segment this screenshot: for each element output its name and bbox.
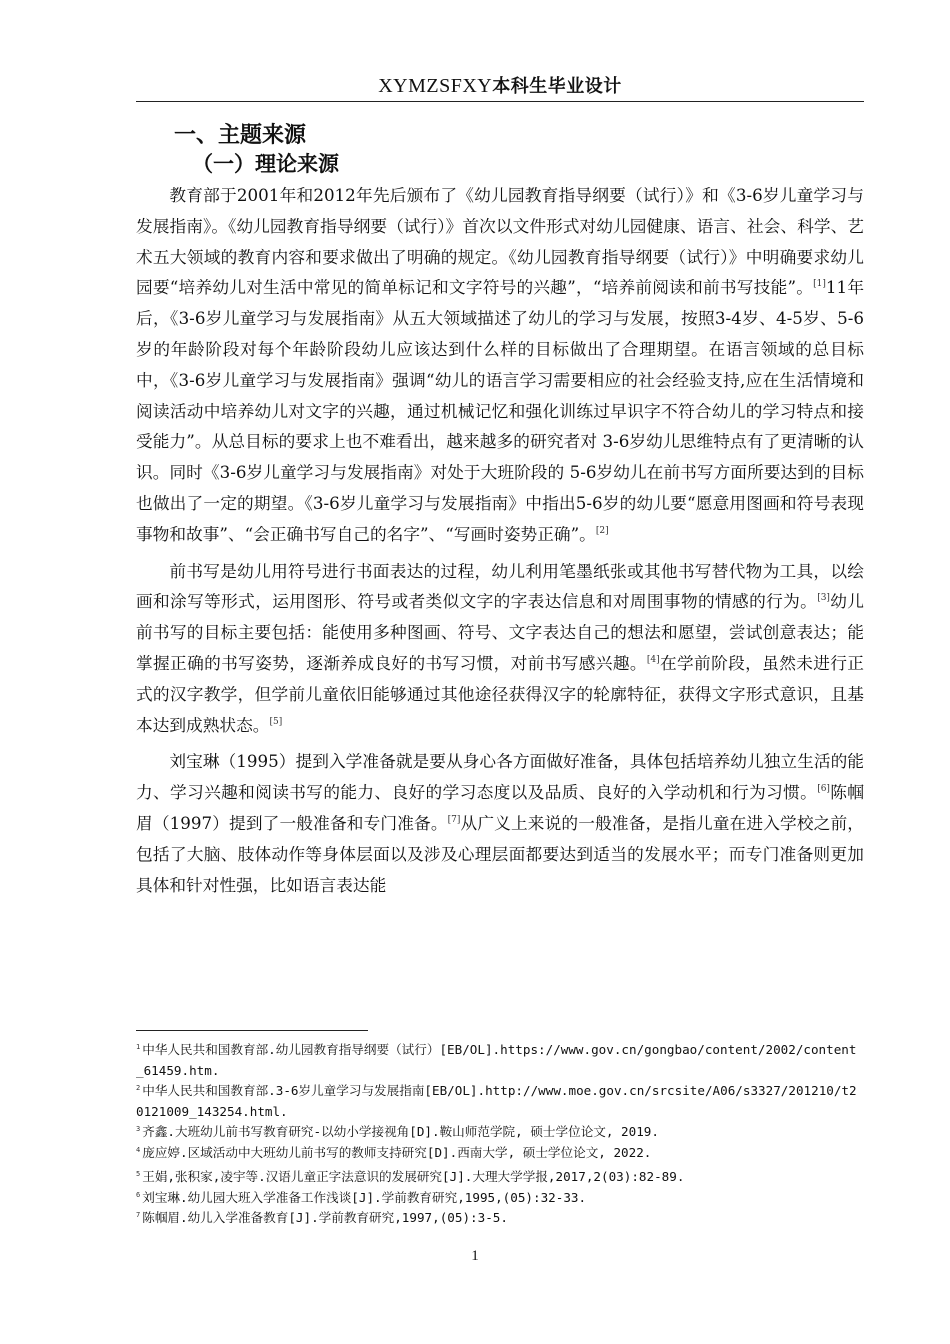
footnote-mark: 5 (136, 1170, 141, 1178)
paragraph-text: 幼儿前书写的目标主要包括：能使用多种图画、符号、文字表达自己的想法和愿望，尝试创意表达；能掌握正确的书写姿势，逐渐养成良好的书写习惯，对前书写感兴趣。 (136, 591, 864, 673)
footnote-rule (136, 1030, 368, 1031)
header-rule (136, 101, 864, 102)
paragraph-text: 11年后，《3-6岁儿童学习与发展指南》从五大领域描述了幼儿的学习与发展，按照3-4岁、4-5岁、5-6岁的年龄阶段对每个年龄阶段幼儿应该达到什么样的目标做出了合理期望。在语言领域的总目标中，《3-6岁儿童学习与发展指南》强调“幼儿的语言学习需要相应的社会经验支持,应在生活情境和阅读活动中培养幼儿对文字的兴趣，通过机械记忆和强化训练过早识字不符合幼儿的学习特点和接受能力”。从总目标的要求上也不难看出，越来越多的研究者对 3-6岁幼儿思维特点有了更清晰的认识。同时《3-6岁儿童学习与发展指南》对处于大班阶段的 5-6岁幼儿在前书写方面所要达到的目标也做出了一定的期望。《3-6岁儿童学习与发展指南》中指出5-6岁的幼儿要“愿意用图画和符号表现事物和故事”、“会正确书写自己的名字”、“写画时姿势正确”。 (136, 277, 865, 544)
citation-ref: [1] (813, 279, 826, 290)
footnote-mark: 7 (136, 1211, 141, 1219)
paragraph (136, 180, 864, 550)
footnote-mark: 6 (136, 1190, 141, 1199)
paragraph-text: 陈帼眉（1997）提到了一般准备和专门准备。 (136, 782, 864, 833)
footnote-text: 陈帼眉.幼儿入学准备教育[J].学前教育研究,1997,(05):3-5. (142, 1210, 508, 1225)
footnote-mark: 1 (136, 1043, 141, 1051)
citation-ref: [3] (817, 593, 830, 604)
footnote-text: 刘宝琳.幼儿园大班入学准备工作浅谈[J].学前教育研究,1995,(05):32-33. (142, 1189, 587, 1205)
footnote (136, 1143, 864, 1164)
citation-ref: [6] (817, 784, 830, 795)
subsection-heading: （一）理论来源 (192, 152, 339, 176)
citation-ref: [5] (269, 716, 283, 727)
paragraph-text: 在学前阶段，虽然未进行正式的汉字教学，但学前儿童依旧能够通过其他途径获得汉字的轮廓特征，获得文字形式意识，且基本达到成熟状态。 (136, 652, 864, 735)
footnote-mark: 3 (136, 1125, 141, 1133)
footnote-text: 中华人民共和国教育部.幼儿园教育指导纲要（试行）[EB/OL].https://www.gov.cn/gongbao/content/2002/content_61459.htm. (136, 1042, 857, 1078)
footnote-text: 中华人民共和国教育部.3-6岁儿童学习与发展指南[EB/OL].http://www.moe.gov.cn/srcsite/A06/s3327/201210/t20121009_143254.html. (136, 1083, 857, 1119)
footnote (136, 1167, 864, 1188)
footnote-text: 齐鑫.大班幼儿前书写教育研究-以幼小学接视角[D].鞍山师范学院, 硕士学位论文, 2019. (142, 1124, 659, 1139)
paragraph (136, 556, 864, 741)
paragraph-text: 刘宝琳（1995）提到入学准备就是要从身心各方面做好准备，具体包括培养幼儿独立生活的能力、学习兴趣和阅读书写的能力、良好的学习态度以及品质、良好的入学动机和行为习惯。 (136, 751, 864, 803)
footnote (136, 1040, 864, 1081)
citation-ref: [4] (646, 654, 660, 665)
running-header (136, 72, 864, 98)
footnote (136, 1122, 864, 1143)
footnote (136, 1208, 864, 1229)
paragraph-text: 教育部于2001年和2012年先后颁布了《幼儿园教育指导纲要（试行）》和《3-6岁儿童学习与发展指南》。《幼儿园教育指导纲要（试行）》首次以文件形式对幼儿园健康、语言、社会、科学、艺术五大领域的教育内容和要求做出了明确的规定。《幼儿园教育指导纲要（试行）》中明确要求幼儿园要“培养幼儿对生活中常见的简单标记和文字符号的兴趣”，“培养前阅读和前书写技能”。 (136, 185, 864, 298)
paragraph-text: 从广义上来说的一般准备，是指儿童在进入学校之前，包括了大脑、肢体动作等身体层面以及涉及心理层面都要达到适当的发展水平；而专门准备则更加具体和针对性强，比如语言表达能 (136, 812, 864, 895)
footnote-mark: 4 (136, 1145, 141, 1154)
section-heading: 一、主题来源 (174, 123, 307, 148)
citation-ref: [7] (447, 814, 461, 825)
header-latin: XYMZSFXY (378, 75, 493, 97)
header-title: 本科生毕业设计 (492, 76, 622, 97)
body-text (136, 180, 864, 900)
paragraph-text: 前书写是幼儿用符号进行书面表达的过程，幼儿利用笔墨纸张或其他书写替代物为工具，以绘画和涂写等形式，运用图形、符号或者类似文字的字表达信息和对周围事物的情感的行为。 (136, 560, 864, 612)
footnote-mark: 2 (136, 1084, 141, 1092)
footnotes (136, 1040, 864, 1229)
citation-ref: [2] (595, 525, 609, 536)
page-number: 1 (471, 1248, 479, 1264)
footnote (136, 1188, 864, 1209)
footnote-text: 庞应婷.区域活动中大班幼儿前书写的教师支持研究[D].西南大学, 硕士学位论文, 2022. (142, 1144, 652, 1160)
footnote-text: 王娟,张积家,凌宇等.汉语儿童正字法意识的发展研究[J].大理大学学报,2017,2(03):82-89. (142, 1169, 685, 1184)
paragraph (136, 746, 864, 900)
footnote (136, 1081, 864, 1122)
